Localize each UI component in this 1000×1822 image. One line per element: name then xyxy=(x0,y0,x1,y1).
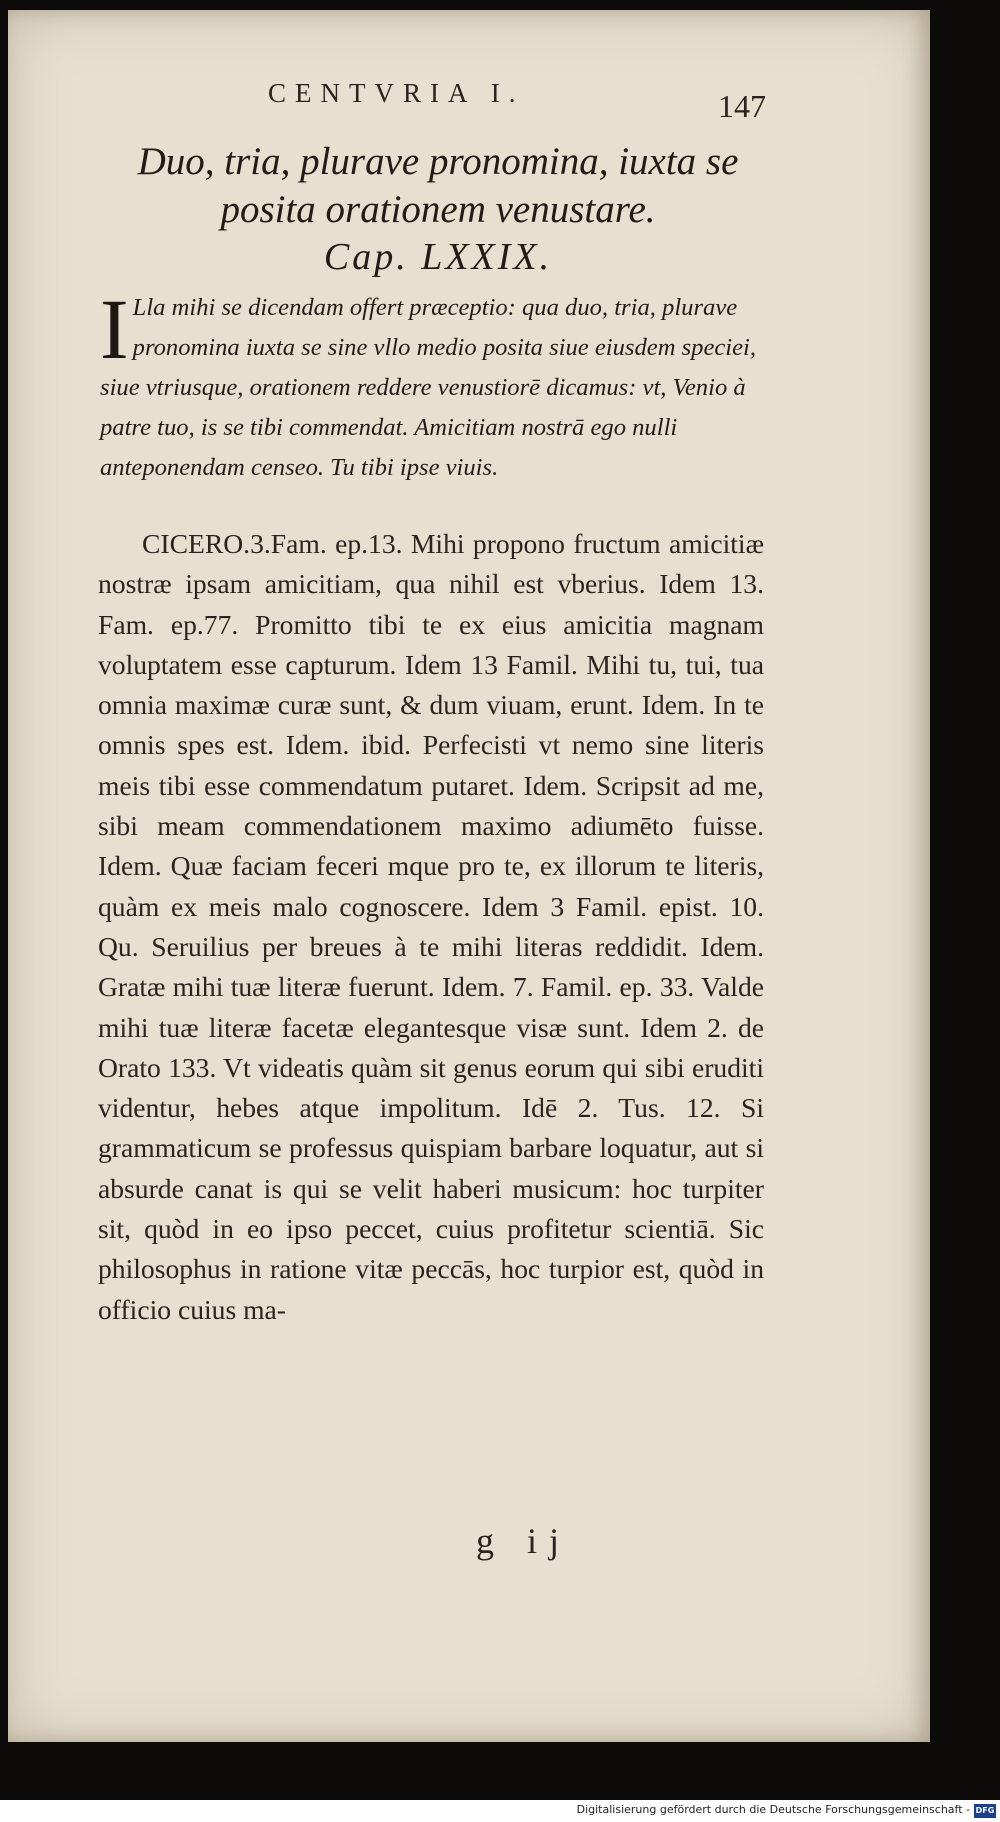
page-number: 147 xyxy=(718,88,766,124)
dfg-logo-icon: DFG xyxy=(974,1804,996,1818)
signature-mark: g ij xyxy=(476,1521,572,1561)
body-text: CICERO.3.Fam. ep.13. Mihi propono fructum amicitiæ nostræ ipsam amicitiam, qua nihil est vberius. Idem 13. Fam. ep.77. Promitto tibi te ex eius amicitia magnam voluptatem esse capturum. Idem 13 Famil. Mihi tu, tui, tua omnia maximæ curæ sunt, & dum viuam, erunt. Idem. In te omnis spes est. Idem. ibid. Perfecisti vt nemo sine literis meis tibi esse commendatum putaret. Idem. Scripsit ad me, sibi meam commendationem maximo adiumēto fuisse. Idem. Quæ faciam feceri mque pro te, ex illorum te literis, quàm ex meis malo cognoscere. Idem 3 Famil. epist. 10. Qu. Seruilius per breues à te mihi literas reddidit. Idem. Gratæ mihi tuæ literæ fuerunt. Idem. 7. Famil. ep. 33. Valde mihi tuæ literæ facetæ elegantesque visæ sunt. Idem 2. de Orato 133. Vt videatis quàm sit genus eorum qui sibi eruditi videntur, hebes atque impolitum. Idē 2. Tus. 12. Si grammaticum se professus quispiam barbare loquatur, aut si absurde canat is qui se velit haberi musicum: hoc turpiter sit, quòd in eo ipso peccet, cuius profitetur scientiā. Sic philosophus in ratione vitæ peccās, hoc turpior est, quòd in officio cuius ma- xyxy=(98,528,764,1325)
intro-paragraph xyxy=(100,281,772,488)
footer-bar xyxy=(0,1800,1000,1822)
dfg-credit: Digitalisierung gefördert durch die Deutsche Forschungsgemeinschaft - xyxy=(576,1803,970,1816)
chapter-number: Cap. LXXIX. xyxy=(323,236,553,278)
book-page xyxy=(8,10,930,1742)
running-head: CENTVRIA I. xyxy=(268,78,525,108)
chapter-title: Duo, tria, plurave pronomina, iuxta se posita orationem venustare. xyxy=(137,140,739,231)
drop-cap: I xyxy=(100,281,129,377)
intro-text: Lla mihi se dicendam offert præceptio: qua duo, tria, plurave pronomina iuxta se sine vllo medio posita siue eiusdem speciei, siue vtriusque, orationem reddere venustiorē dicamus: vt, Venio à patre tuo, is se tibi commendat. Amicitiam nostrā ego nulli anteponendam censeo. Tu tibi ipse viuis. xyxy=(100,294,757,481)
